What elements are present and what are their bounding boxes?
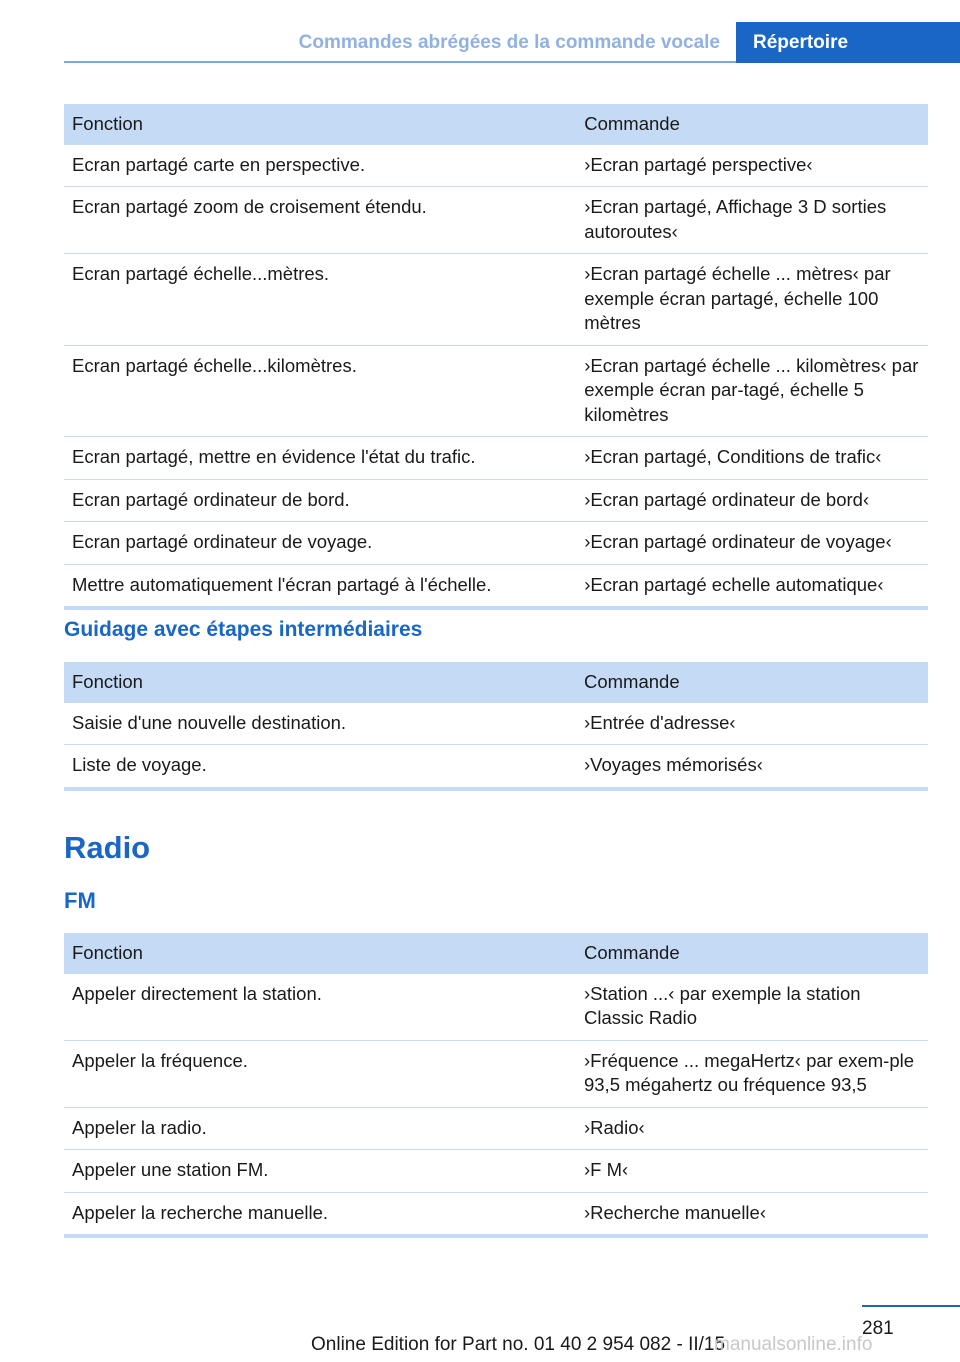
table-row	[64, 522, 928, 565]
table-guidage	[64, 662, 928, 791]
cell-commande: ›Station ...‹ par exemple la station Classic Radio	[576, 974, 928, 1041]
page-number: 281	[862, 1318, 894, 1339]
column-header-fonction: Fonction	[72, 671, 143, 692]
cell-commande: ›Ecran partagé, Affichage 3 D sorties autoroutes‹	[576, 187, 928, 254]
page-header	[64, 22, 960, 62]
table-row	[64, 703, 928, 745]
table-row	[64, 1192, 928, 1236]
footer-rule	[862, 1305, 960, 1307]
cell-fonction: Ecran partagé échelle...kilomètres.	[64, 345, 576, 437]
heading-fm: FM	[64, 888, 96, 913]
table-row	[64, 1107, 928, 1150]
cell-fonction: Ecran partagé ordinateur de bord.	[64, 479, 576, 522]
cell-fonction: Mettre automatiquement l'écran partagé à l'échelle.	[64, 564, 576, 608]
cell-commande: ›Ecran partagé, Conditions de trafic‹	[576, 437, 928, 480]
table-row	[64, 974, 928, 1041]
table-header-row	[64, 662, 928, 703]
cell-commande: ›F M‹	[576, 1150, 928, 1193]
cell-fonction: Appeler une station FM.	[64, 1150, 576, 1193]
table-row	[64, 437, 928, 480]
table-row	[64, 187, 928, 254]
cell-fonction: Appeler directement la station.	[64, 974, 576, 1041]
cell-fonction: Ecran partagé ordinateur de voyage.	[64, 522, 576, 565]
column-header-fonction: Fonction	[72, 942, 143, 963]
table-row	[64, 145, 928, 187]
cell-commande: ›Ecran partagé échelle ... kilomètres‹ par exemple écran par‐tagé, échelle 5 kilomètres	[576, 345, 928, 437]
cell-commande: ›Entrée d'adresse‹	[576, 703, 928, 745]
cell-fonction: Ecran partagé, mettre en évidence l'état du trafic.	[64, 437, 576, 480]
cell-commande: ›Ecran partagé echelle automatique‹	[576, 564, 928, 608]
table-row	[64, 1040, 928, 1107]
cell-commande: ›Fréquence ... megaHertz‹ par exem‐ple 93,5 mégahertz ou fréquence 93,5	[576, 1040, 928, 1107]
cell-commande: ›Ecran partagé échelle ... mètres‹ par exemple écran partagé, échelle 100 mètres	[576, 254, 928, 346]
cell-commande: ›Recherche manuelle‹	[576, 1192, 928, 1236]
cell-fonction: Appeler la fréquence.	[64, 1040, 576, 1107]
cell-fonction: Ecran partagé zoom de croisement étendu.	[64, 187, 576, 254]
cell-fonction: Saisie d'une nouvelle destination.	[64, 703, 576, 745]
column-header-fonction: Fonction	[72, 113, 143, 134]
table-row	[64, 745, 928, 789]
header-title: Commandes abrégées de la commande vocale	[298, 32, 720, 53]
table-row	[64, 254, 928, 346]
table-ecran-partage	[64, 104, 928, 610]
cell-commande: ›Ecran partagé perspective‹	[576, 145, 928, 187]
watermark-text: manualsonline.info	[714, 1334, 873, 1355]
table-header-row	[64, 933, 928, 974]
column-header-commande: Commande	[584, 113, 680, 134]
column-header-commande: Commande	[583, 671, 680, 692]
cell-fonction: Appeler la radio.	[64, 1107, 576, 1150]
cell-commande: ›Ecran partagé ordinateur de voyage‹	[576, 522, 928, 565]
cell-commande: ›Radio‹	[576, 1107, 928, 1150]
heading-radio: Radio	[64, 830, 151, 865]
heading-guidage: Guidage avec étapes intermédiaires	[64, 618, 423, 641]
header-tab-repertoire[interactable]	[736, 22, 960, 63]
footer-edition: Online Edition for Part no. 01 40 2 954 082 - II/15	[311, 1334, 726, 1355]
cell-fonction: Ecran partagé échelle...mètres.	[64, 254, 576, 346]
cell-fonction: Liste de voyage.	[64, 745, 576, 789]
table-row	[64, 1150, 928, 1193]
header-rule	[64, 61, 736, 63]
header-tab-label: Répertoire	[753, 32, 849, 53]
table-header-row	[64, 104, 928, 145]
cell-commande: ›Voyages mémorisés‹	[576, 745, 928, 789]
table-radio-fm	[64, 933, 928, 1238]
cell-fonction: Ecran partagé carte en perspective.	[64, 145, 576, 187]
column-header-commande: Commande	[583, 942, 680, 963]
table-row	[64, 345, 928, 437]
table-row	[64, 564, 928, 608]
cell-fonction: Appeler la recherche manuelle.	[64, 1192, 576, 1236]
cell-commande: ›Ecran partagé ordinateur de bord‹	[576, 479, 928, 522]
table-row	[64, 479, 928, 522]
